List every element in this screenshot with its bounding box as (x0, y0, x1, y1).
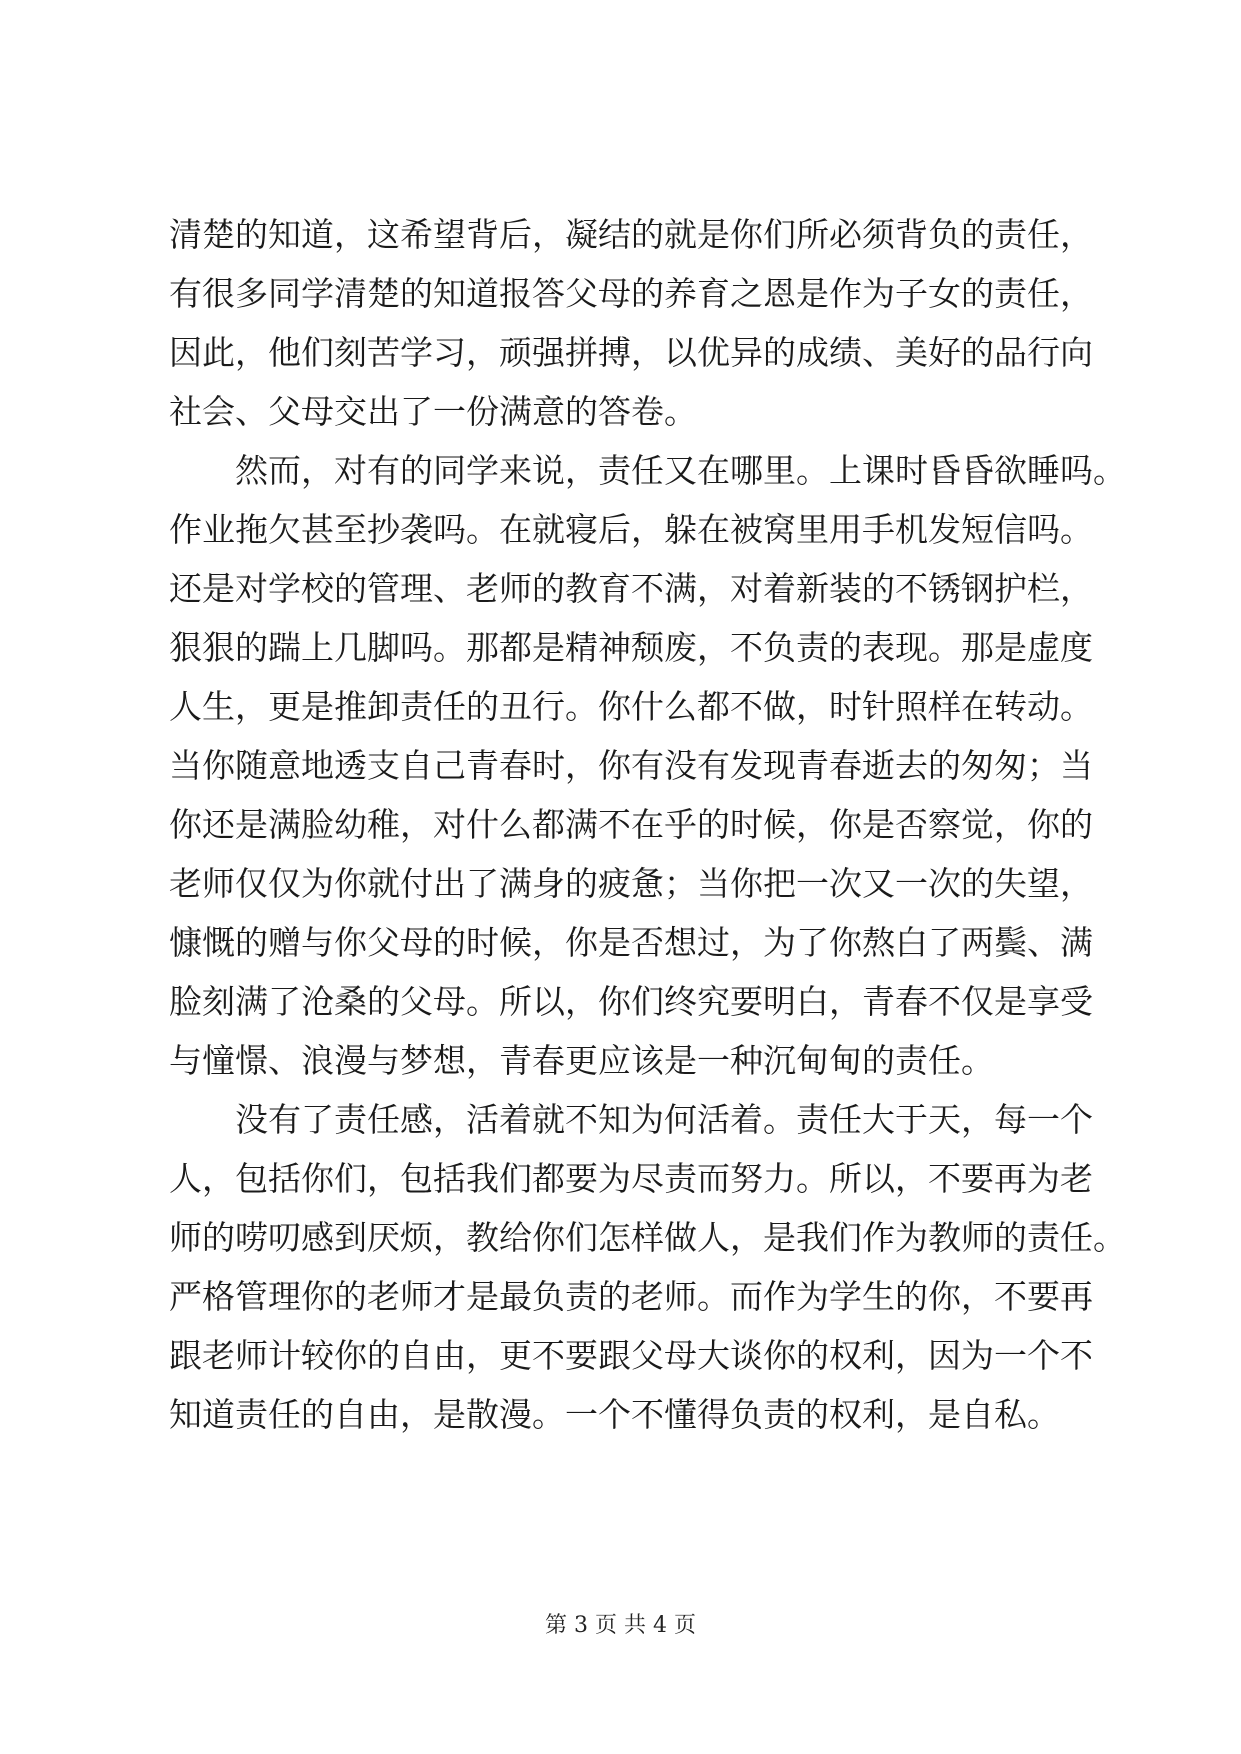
paragraph-1 (169, 205, 1093, 441)
text-line: 然而，对有的同学来说，责任又在哪里。上课时昏昏欲睡吗。 (235, 451, 1126, 490)
paragraph-3 (169, 1090, 1126, 1444)
page-footer (0, 1608, 1241, 1639)
document-body (169, 205, 1126, 1444)
text-line: 作业拖欠甚至抄袭吗。在就寝后，躲在被窝里用手机发短信吗。 (169, 510, 1093, 549)
text-line: 老师仅仅为你就付出了满身的疲惫；当你把一次又一次的失望， (169, 864, 1093, 903)
text-line: 有很多同学清楚的知道报答父母的养育之恩是作为子女的责任， (169, 274, 1093, 313)
text-line: 脸刻满了沧桑的父母。所以，你们终究要明白，青春不仅是享受 (169, 982, 1093, 1021)
text-line: 跟老师计较你的自由，更不要跟父母大谈你的权利，因为一个不 (169, 1336, 1093, 1375)
text-line: 当你随意地透支自己青春时，你有没有发现青春逝去的匆匆；当 (169, 746, 1093, 785)
text-line: 人生，更是推卸责任的丑行。你什么都不做，时针照样在转动。 (169, 687, 1093, 726)
text-line: 与憧憬、浪漫与梦想，青春更应该是一种沉甸甸的责任。 (169, 1041, 994, 1080)
page-number-label: 第 3 页 共 4 页 (545, 1613, 696, 1638)
text-line: 慷慨的赠与你父母的时候，你是否想过，为了你熬白了两鬓、满 (169, 923, 1093, 962)
paragraph-2 (169, 441, 1126, 1090)
text-line: 师的唠叨感到厌烦，教给你们怎样做人，是我们作为教师的责任。 (169, 1218, 1126, 1257)
text-line: 因此，他们刻苦学习，顽强拼搏，以优异的成绩、美好的品行向 (169, 333, 1093, 372)
text-line: 没有了责任感，活着就不知为何活着。责任大于天，每一个 (235, 1100, 1093, 1139)
text-line: 清楚的知道，这希望背后，凝结的就是你们所必须背负的责任， (169, 215, 1093, 254)
text-line: 人，包括你们，包括我们都要为尽责而努力。所以，不要再为老 (169, 1159, 1093, 1198)
text-line: 狠狠的踹上几脚吗。那都是精神颓废，不负责的表现。那是虚度 (169, 628, 1093, 667)
text-line: 知道责任的自由，是散漫。一个不懂得负责的权利，是自私。 (169, 1395, 1060, 1434)
text-line: 严格管理你的老师才是最负责的老师。而作为学生的你，不要再 (169, 1277, 1093, 1316)
text-line: 你还是满脸幼稚，对什么都满不在乎的时候，你是否察觉，你的 (169, 805, 1093, 844)
text-line: 社会、父母交出了一份满意的答卷。 (169, 392, 697, 431)
text-line: 还是对学校的管理、老师的教育不满，对着新装的不锈钢护栏， (169, 569, 1093, 608)
